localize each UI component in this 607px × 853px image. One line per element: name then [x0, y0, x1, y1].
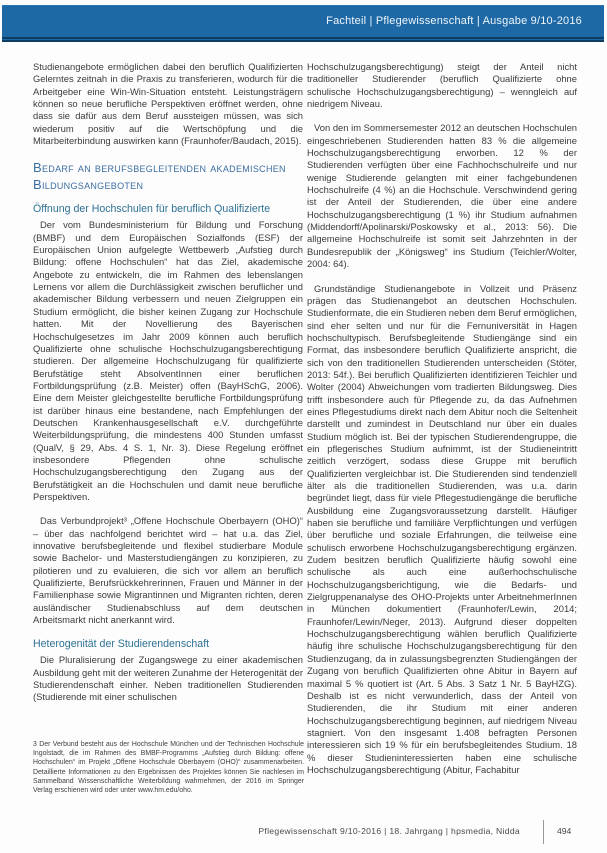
right-column: [307, 61, 577, 788]
paragraph-verbundprojekt: Das Verbundprojekt³ „Offene Hochschule Oberbayern (OHO)“ – über das nachfolgend berichtet wird – hat u.a. das Ziel, innovative berufsbegleitende und flexibel studierbare Module sowie Bachelor- und Masterstudiengängen zu konzipieren, zu pilotieren und zu evaluieren, die sich vor allem an beruflich Qualifizierte, Berufsrückkehrerinnen, Frauen und Männer in der Familienphase sowie Migrantinnen und Migranten richten, deren ausländischer Studienabschluss auf dem deutschen Arbeitsmarkt nicht anerkannt wird.: [33, 515, 303, 626]
paragraph-studienangebote: Grundständige Studienangebote in Vollzeit und Präsenz prägen das Studienangebot an deutschen Hochschulen. Studienformate, die ein Studieren neben dem Beruf ermöglichen, sind eher selten und nur für die Fernuniversität in Hagen hochschultypisch. Berufsbegleitende Studiengänge sind ein Format, das insbesondere beruflich Qualifizierte anspricht, die sich von den traditionellen Studierenden unterscheiden (Stöter, 2013: 54f.). Bei beruflich Qualifizierten identifizieren Teichler und Wolter (2004) Abweichungen vom tradierten Bildungsweg. Dies trifft insbesondere auch für Pflegende zu, da das Aufnehmen eines Pflegestudiums direkt nach dem Abitur noch die Seltenheit darstellt und zumindest in Deutschland nur über ein duales Studium möglich ist. Bei der typischen Studierendengruppe, die ein pflegerisches Studium aufnimmt, ist der Studieneintritt zeitlich verzögert, sodass diese Gruppe mit beruflich Qualifizierten vergleichbar ist. Die Studierenden sind tendenziell älter als die traditionellen Studierenden, was u.a. darin begründet liegt, dass für viele Pflegestudiengänge die berufliche Ausbildung eine Zugangsvoraussetzung darstellt. Häufiger haben sie berufliche und familiäre Verpflichtungen und verfügen über berufliche und soziale Erfahrungen, die teilweise eine schulisch erworbene Hochschulzugangsberechtigung ergänzen. Zudem besitzen beruflich Qualifizierte häufig sowohl eine schulische als auch eine außerhochschulische Hochschulzugangsberichtigung, wie die Bedarfs- und Zielgruppenanalyse des OHO-Projekts unter ArbeitnehmerInnen in München dokumentiert (Fraunhofer/Lewin, 2014; Fraunhofer/Lewin/Neger, 2013). Aufgrund dieser doppelten Hochschulzugangsberechtigung wählen beruflich Qualifizierte häufig ihre schulische Hochschulzugangsberechtigung für den Studienzugang, da in zulassungsbegrenzten Studiengängen der Zugang von beruflich Qualifizierten ohne Abitur in Bayern auf maximal 5 % quotiert ist (Art. 5 Abs. 3 Satz 1 Nr. 5 BayHZG). Deshalb ist es nicht verwunderlich, dass der Anteil von Studierenden, die ihr Studium mit einer anderen Hochschulzugangsberechtigung beginnen, auf niedrigem Niveau stagniert. Von den insgesamt 1.408 befragten Personen interessieren sich 19 % für ein berufsbegleitendes Studium. 18 % dieser Studieninteressierten haben eine schulische Hochschulzugangsberechtigung (Abitur, Fachabitur: [307, 282, 577, 775]
page-footer: [0, 820, 607, 846]
section-heading-bedarf: Bedarf an berufsbegleitenden akademischen Bildungsangeboten: [33, 160, 286, 193]
paragraph-oeffnung-1: Der vom Bundesministerium für Bildung und Forschung (BMBF) und dem Europäischen Sozialfonds (ESF) der Europäischen Union aufgelegte Wettbewerb „Aufstieg durch Bildung: offene Hochschulen“ hat das Ziel, akademische Angebote zu entwickeln, die im Rahmen des lebenslangen Lernens vor allem die Durchlässigkeit zwischen beruflicher und akademischer Bildung verbessern und neuen Zielgruppen ein Studium ermöglicht, die bisher keinen Zugang zur Hochschule hatten. Mit der Novellierung des Bayerischen Hochschulgesetzes im Jahr 2009 können auch beruflich Qualifizierte ohne schulische Hochschulzugangsberechtigung studieren. Der allgemeine Hochschulzugang für qualifizierte Berufstätige steht AbsolventInnen einer beruflichen Fortbildungsprüfung (z.B. Meister) offen (BayHSchG, 2006). Eine dem Meister gleichgestellte berufliche Fortbildungsprüfung ist darüber hinaus eine bestandene, nach Empfehlungen der Deutschen Krankenhausgesellschaft e.V. durchgeführte Weiterbildungsprüfung, die mindestens 400 Stunden umfasst (QualV, § 29, Abs. 4 S. 1, Nr. 3). Diese Regelung eröffnet insbesondere Pflegenden ohne schulische Hochschulzugangsberechtigung den Zugang aus der Berufstätigkeit an die Hochschulen und damit neue berufliche Perspektiven.: [33, 219, 303, 502]
footer-divider: [543, 820, 544, 844]
sub-heading-oeffnung: Öffnung der Hochschulen für beruflich Qualifizierte: [33, 203, 271, 216]
paragraph-sommersemester: Von den im Sommersemester 2012 an deutschen Hochschulen eingeschriebenen Studierenden hatten 83 % die allgemeine Hochschulzugangsberechtigung erworben. 12 % der Studierenden verfügten über eine Fachhochschulreife und nur wenige Studierende gelangten mit einer fachgebundenen Hochschulreife (4 %) an die Hochschule. Verschwindend gering ist der Anteil der Studierenden, die über eine andere Hochschulzugangsberechtigung (1 %) ihr Studium aufnahmen (Middendorff/Apolinarski/Poskowsky et al., 2013: 56). Die allgemeine Hochschulreife ist somit seit Jahrzehnten in der Bundesrepublik der „Königsweg“ ins Studium (Teichler/Wolter, 2004: 64).: [307, 122, 577, 270]
page-number: 494: [557, 826, 572, 836]
journal-header-text: Fachteil | Pflegewissenschaft | Ausgabe 9/10-2016: [326, 15, 582, 27]
paragraph-intro: Studienangebote ermöglichen dabei den beruflich Qualifizierten Gelerntes zeitnah in die Praxis zu transferieren, wodurch für die Arbeitgeber eine Win-Win-Situation entsteht. Leistungsträgern können so neue berufliche Perspektiven eröffnet werden, ohne dass sie dafür aus dem Beruf aussteigen müssen, was sich wiederum positiv auf die Wertschöpfung und die Mitarbeiterbindung auswirken kann (Fraunhofer/Baudach, 2015).: [33, 61, 303, 147]
sub-heading-heterogenitaet: Heterogenität der Studierendenschaft: [33, 638, 210, 651]
footer-journal-line: Pflegewissenschaft 9/10-2016 | 18. Jahrgang | hpsmedia, Nidda: [258, 826, 520, 836]
paragraph-heterogenitaet: Die Pluralisierung der Zugangswege zu einer akademischen Ausbildung geht mit der weiteren Zunahme der Heterogenität der Studierendenschaft einher. Neben traditionellen Studierenden (Studierende mit einer schulischen: [33, 654, 303, 703]
footnote-3: 3 Der Verbund besteht aus der Hochschule München und der Technischen Hochschule Ingolstadt, die im Rahmen des BMBF-Programms „Aufstieg durch Bildung: offene Hochschulen“ im Projekt „Offene Hochschule Oberbayern (OHO)“ zusammenarbeiten. Detaillierte Informationen zu den Ergebnissen des Projektes können Sie nachlesen im Sammelband Wissenschaftliche Weiterbildung wahrnehmen, der 2016 im Springer Verlag erschienen wird oder unter www.hm.edu/oho.: [33, 741, 304, 795]
paragraph-anteil: Hochschulzugangsberechtigung) steigt der Anteil nicht traditioneller Studierender (beruflich Qualifizierte ohne schulische Hochschulzugangsberechtigung) – wenngleich auf niedrigem Niveau.: [307, 61, 577, 110]
header-bar: [2, 5, 604, 42]
left-column: [33, 61, 303, 716]
